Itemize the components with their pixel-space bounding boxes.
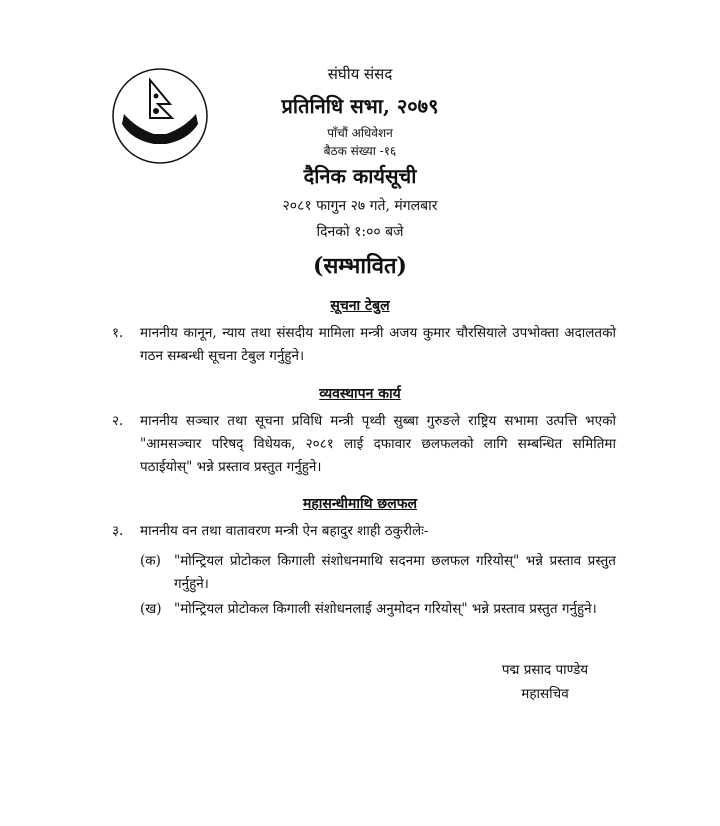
- sub-item: [140, 598, 616, 621]
- agenda-status: (सम्भावित): [313, 253, 407, 279]
- sub-item-label: (क): [140, 553, 161, 569]
- sub-item-text: "मोन्ट्रियल प्रोटोकल किगाली संशोधनलाई अनुमोदन गरियोस्" भन्ने प्रस्ताव प्रस्तुत गर्नुहुने।: [174, 601, 597, 617]
- item-number: १.: [112, 325, 124, 341]
- parliament-name: संघीय संसद: [327, 65, 393, 83]
- item-text: माननीय वन तथा वातावरण मन्त्री ऐन बहादुर शाही ठकुरीलेः-: [140, 523, 429, 539]
- item-text: माननीय कानून, न्याय तथा संसदीय मामिला मन्त्री अजय कुमार चौरसियाले उपभोक्ता अदालतको गठन सम्बन्धी सूचना टेबुल गर्नुहुने।: [140, 325, 616, 364]
- meeting-date: २०८१ फागुन २७ गते, मंगलबार: [282, 198, 438, 214]
- signatory-title: महासचिव: [521, 686, 569, 702]
- sub-item-text: "मोन्ट्रियल प्रोटोकल किगाली संशोधनमाथि सदनमा छलफल गरियोस्" भन्ने प्रस्ताव प्रस्तुत गर्नुहुने।: [174, 553, 616, 592]
- item-text: माननीय सञ्चार तथा सूचना प्रविधि मन्त्री पृथ्वी सुब्बा गुरुङले राष्ट्रिय सभामा उत्पत्ति भएको "आमसञ्चार परिषद् विधेयक, २०८१ लाई दफावार छलफलको लागि सम्बन्धित समितिमा पठाईयोस्" भन्ने प्रस्ताव प्रस्तुत गर्नुहुने।: [140, 413, 616, 475]
- sub-item: [140, 550, 616, 592]
- session-label: पाँचौं अधिवेशन: [327, 126, 393, 140]
- section-heading-legislative-business: व्यवस्थापन कार्य: [319, 386, 401, 402]
- sitting-number: बैठक संख्या -१६: [323, 144, 397, 158]
- signatory-name: पद्म प्रसाद पाण्डेय: [501, 662, 589, 678]
- house-name: प्रतिनिधि सभा, २०७९: [281, 94, 439, 118]
- sub-item-label: (ख): [140, 601, 162, 617]
- section-heading-notice-table: सूचना टेबुल: [330, 298, 390, 314]
- document-title: दैनिक कार्यसूची: [303, 164, 417, 188]
- section-heading-treaty-discussion: महासन्धीमाथि छलफल: [302, 496, 418, 512]
- meeting-time: दिनको १:०० बजे: [316, 224, 404, 240]
- item-number: ३.: [112, 523, 124, 539]
- item-number: २.: [112, 413, 124, 429]
